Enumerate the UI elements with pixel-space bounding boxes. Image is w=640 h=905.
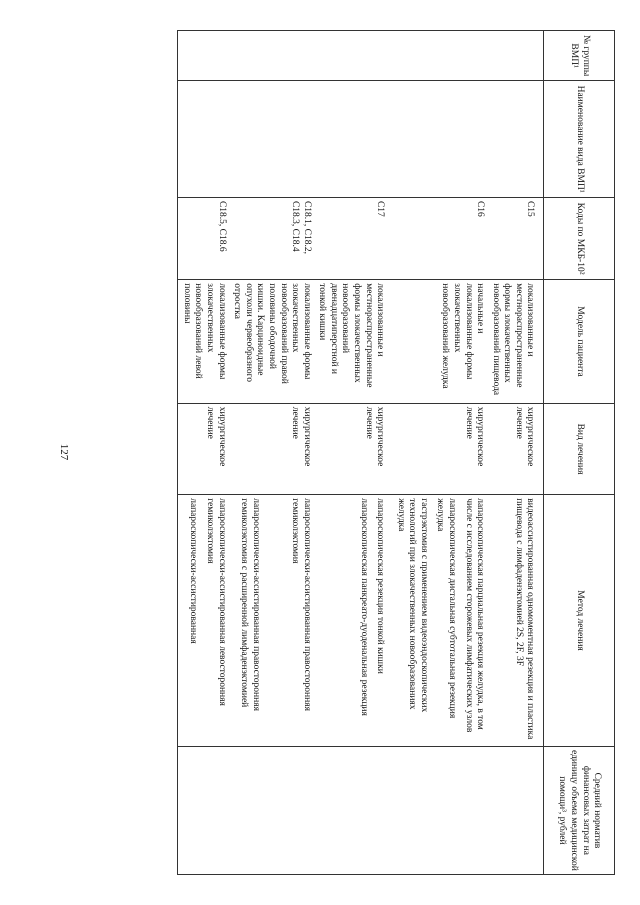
method-text: лапароскопическая панкреато-дуоденальная резекция xyxy=(358,498,369,716)
method-text: лапароскопически-ассистированная левосторонняя гемиколэктомия xyxy=(205,498,227,706)
header-group: № группы ВМП¹ xyxy=(544,31,615,81)
icd-codes-cell: С18.1, С18.2, С18.3, С18.4 xyxy=(229,197,314,279)
treatment-method-cell xyxy=(178,495,229,747)
treatment-type-cell: хирургическое лечение xyxy=(487,403,537,494)
icd-codes-cell: С16 xyxy=(387,197,487,279)
treatment-method-cell xyxy=(314,495,387,747)
icd-codes-cell: С18.5, С18.6 xyxy=(178,197,229,279)
icd-codes-cell: С17 xyxy=(314,197,387,279)
treatment-type-cell: хирургическое лечение xyxy=(314,403,387,494)
header-treatment-method: Метод лечения xyxy=(544,495,615,747)
header-patient-model: Модель пациента xyxy=(544,280,615,404)
table-row xyxy=(487,31,537,875)
patient-model-cell: начальные и локализованные формы злокачественных новообразований желудка xyxy=(387,280,487,404)
header-icd-codes: Коды по МКБ-10² xyxy=(544,197,615,279)
method-text: лапароскопически-ассистированная правосторонняя гемиколэктомия xyxy=(290,498,312,711)
treatment-type-cell: хирургическое лечение xyxy=(229,403,314,494)
treatment-method-cell xyxy=(487,495,537,747)
method-text: лапароскопическая дистальная субтотальная резекция желудка xyxy=(435,498,458,719)
method-text: лапароскопически-ассистированная правосторонняя гемиколэктомия с расширенной лимфаденэктомией xyxy=(238,498,261,711)
patient-model-cell: локализованные и местнораспространенные формы злокачественных новообразований двенадцатиперстной и тонкой кишки xyxy=(314,280,387,404)
patient-model-cell: локализованные формы злокачественных новообразований левой половины xyxy=(178,280,229,404)
method-text: лапароскопическая парциальная резекция желудка, в том числе с исследованием сторожевых лимфатических узлов xyxy=(463,498,486,733)
method-text: лапароскопически-ассистированная xyxy=(188,498,199,644)
table-row xyxy=(229,31,314,875)
vmp-table xyxy=(177,30,615,875)
treatment-type-cell: хирургическое лечение xyxy=(387,403,487,494)
header-vmp-name: Наименование вида ВМП¹ xyxy=(544,81,615,198)
header-treatment-type: Вид лечения xyxy=(544,403,615,494)
treatment-method-cell xyxy=(229,495,314,747)
table-header-row xyxy=(544,31,615,875)
header-cost: Средний норматив финансовых затрат на единицу объема медицинской помощи³, рублей xyxy=(544,746,615,874)
icd-codes-cell: С15 xyxy=(487,197,537,279)
table-row xyxy=(314,31,387,875)
page-number: 127 xyxy=(58,443,70,461)
rotated-table-container xyxy=(90,30,615,875)
patient-model-cell: локализованные и местнораспространенные формы злокачественных новообразований пищевода xyxy=(487,280,537,404)
treatment-method-cell xyxy=(387,495,487,747)
table-row xyxy=(387,31,487,875)
treatment-type-cell: хирургическое лечение xyxy=(178,403,229,494)
method-text: лапароскопическая резекция тонкой кишки xyxy=(375,498,386,674)
method-text: гастрэктомия с применением видеоэндоскопических технологий при злокачественных новообразованиях желудка xyxy=(395,498,429,713)
method-text: видеоассистированная одномоментная резекция и пластика пищевода с лимфаденэктомией 2S, 2F, 3F xyxy=(513,498,536,740)
patient-model-cell: локализованные формы злокачественных новообразований правой половины ободочной кишки. Карциноидные опухоли червеобразного отростка xyxy=(229,280,314,404)
table-row xyxy=(178,31,229,875)
